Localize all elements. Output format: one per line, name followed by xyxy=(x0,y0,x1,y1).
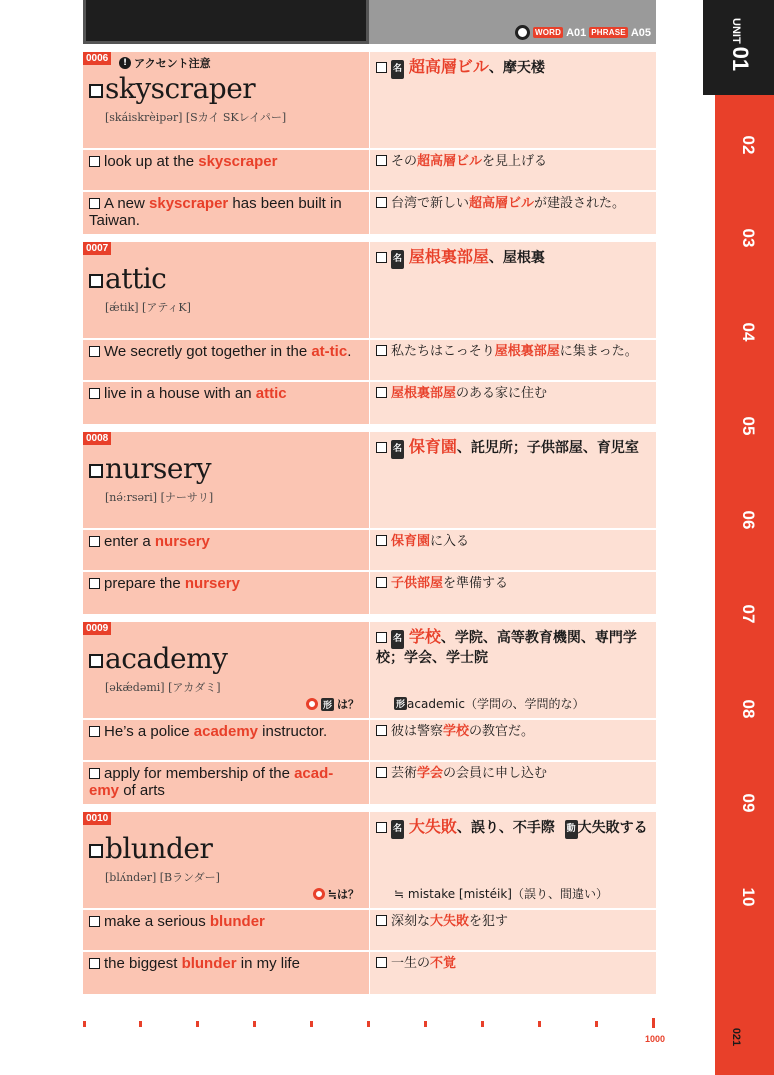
example-ja: 芸術学会の会員に申し込む xyxy=(376,765,648,782)
ruler-label: 1000 xyxy=(645,1034,666,1044)
unit-divider xyxy=(715,660,727,661)
unit-tab-05[interactable]: 05 xyxy=(739,416,758,436)
entry-number: 0008 xyxy=(83,432,111,445)
example-ja: 彼は警察学校の教官だ。 xyxy=(376,723,648,740)
checkbox[interactable] xyxy=(89,464,103,478)
example-en: look up at the skyscraper xyxy=(89,153,361,170)
unit-tab-06[interactable]: 06 xyxy=(739,510,758,530)
checkbox[interactable] xyxy=(89,388,100,399)
checkbox[interactable] xyxy=(376,197,387,208)
quiz-icon xyxy=(313,888,325,900)
example-en: He’s a police academy instructor. xyxy=(89,723,361,740)
checkbox[interactable] xyxy=(376,535,387,546)
example-en: prepare the nursery xyxy=(89,575,361,592)
checkbox[interactable] xyxy=(89,726,100,737)
pos-badge: 名 xyxy=(391,820,404,839)
word-entries xyxy=(83,52,656,1002)
top-bar-right xyxy=(369,0,656,44)
entry-head xyxy=(83,622,656,720)
unit-tab-08[interactable]: 08 xyxy=(739,699,758,719)
ruler-tick xyxy=(196,1021,199,1027)
pos-badge: 名 xyxy=(391,250,404,269)
checkbox[interactable] xyxy=(376,442,387,453)
checkbox[interactable] xyxy=(376,155,387,166)
checkbox[interactable] xyxy=(89,84,103,98)
checkbox[interactable] xyxy=(89,654,103,668)
ruler-tick xyxy=(538,1021,541,1027)
checkbox[interactable] xyxy=(376,252,387,263)
unit-strip xyxy=(715,95,774,1075)
checkbox[interactable] xyxy=(376,822,387,833)
example-ja: 一生の不覚 xyxy=(376,955,648,972)
example-ja: その超高層ビルを見上げる xyxy=(376,153,648,170)
pos-badge: 名 xyxy=(391,630,404,649)
ruler-tick xyxy=(367,1021,370,1027)
checkbox[interactable] xyxy=(376,957,387,968)
meaning-cell xyxy=(369,432,656,528)
example-row xyxy=(83,762,656,804)
meaning: 名 屋根裏部屋、屋根裏 xyxy=(376,247,648,269)
unit-tab-02[interactable]: 02 xyxy=(739,135,758,155)
headword-cell xyxy=(83,52,369,148)
headword: attic xyxy=(89,262,166,295)
pos-badge: 名 xyxy=(391,440,404,459)
word-entry xyxy=(83,432,656,614)
checkbox[interactable] xyxy=(89,346,100,357)
checkbox[interactable] xyxy=(89,958,100,969)
unit-tab-07[interactable]: 07 xyxy=(739,604,758,624)
checkbox[interactable] xyxy=(89,916,100,927)
checkbox[interactable] xyxy=(89,844,103,858)
checkbox[interactable] xyxy=(89,156,100,167)
checkbox[interactable] xyxy=(376,915,387,926)
meaning: 名 超高層ビル、摩天楼 xyxy=(376,57,648,79)
checkbox[interactable] xyxy=(376,767,387,778)
quiz-answer: ≒ mistake [mistéik]（誤り、間違い） xyxy=(394,887,608,901)
unit-divider xyxy=(715,755,727,756)
headword: blunder xyxy=(89,832,212,865)
example-row xyxy=(83,192,656,234)
quiz-answer: 形 academic（学問の、学問的な） xyxy=(396,697,585,711)
unit-tab-current[interactable] xyxy=(703,0,774,95)
unit-divider xyxy=(715,471,727,472)
ruler-tick xyxy=(481,1021,484,1027)
word-entry xyxy=(83,242,656,424)
ruler-tick xyxy=(310,1021,313,1027)
unit-divider xyxy=(715,850,727,851)
ruler-tick xyxy=(424,1021,427,1027)
example-ja: 私たちはこっそり屋根裏部屋に集まった。 xyxy=(376,343,648,360)
pronunciation: [skáiskrèipər] [Sカイ SKレイパー] xyxy=(105,111,287,124)
top-bar xyxy=(83,0,656,44)
headword: skyscraper xyxy=(89,72,255,105)
word-tag: WORD xyxy=(534,28,562,37)
headword: academy xyxy=(89,642,227,675)
headword: nursery xyxy=(89,452,211,485)
example-row xyxy=(83,572,656,614)
accent-note: ! アクセント注意 xyxy=(119,55,211,71)
pronunciation: [blʌ́ndər] [Bランダー] xyxy=(105,871,220,884)
audio-tracks xyxy=(515,25,651,40)
top-bar-left xyxy=(83,0,369,44)
example-en: live in a house with an attic xyxy=(89,385,361,402)
checkbox[interactable] xyxy=(376,725,387,736)
pronunciation: [nə́ːrsəri] [ナーサリ] xyxy=(105,491,214,504)
entry-number: 0009 xyxy=(83,622,111,635)
example-row xyxy=(83,382,656,424)
example-row xyxy=(83,340,656,382)
word-track: A01 xyxy=(566,26,587,39)
exclamation-icon: ! xyxy=(119,57,131,69)
example-en: the biggest blunder in my life xyxy=(89,955,361,972)
pronunciation: [əkǽdəmi] [アカダミ] xyxy=(105,681,221,694)
example-ja: 深刻な大失敗を犯す xyxy=(376,913,648,930)
unit-tab-04[interactable]: 04 xyxy=(739,322,758,342)
meaning: 名 学校、学院、高等教育機関、専門学校；学会、学士院 xyxy=(376,627,637,666)
headword-cell xyxy=(83,242,369,338)
checkbox[interactable] xyxy=(376,62,387,73)
example-en: A new skyscraper has been built in Taiwan. xyxy=(89,195,342,229)
example-ja: 台湾で新しい超高層ビルが建設された。 xyxy=(376,195,648,212)
checkbox[interactable] xyxy=(89,274,103,288)
unit-divider xyxy=(715,565,727,566)
checkbox[interactable] xyxy=(376,387,387,398)
word-entry xyxy=(83,812,656,994)
pos-badge: 動 xyxy=(565,820,578,839)
meaning-cell xyxy=(369,52,656,148)
entry-number: 0006 xyxy=(83,52,111,65)
unit-tab-09[interactable]: 09 xyxy=(739,793,758,813)
checkbox[interactable] xyxy=(89,198,100,209)
checkbox[interactable] xyxy=(89,578,100,589)
meaning-cell xyxy=(369,622,656,718)
example-en: We secretly got together in the at-tic. xyxy=(89,343,361,360)
unit-divider xyxy=(715,377,727,378)
word-entry xyxy=(83,52,656,234)
example-row xyxy=(83,952,656,994)
unit-divider xyxy=(715,189,727,190)
pronunciation: [ǽtik] [アティK] xyxy=(105,301,191,314)
unit-sidebar xyxy=(703,0,774,1075)
entry-number: 0007 xyxy=(83,242,111,255)
ruler-tick xyxy=(595,1021,598,1027)
example-en: enter a nursery xyxy=(89,533,361,550)
meaning-cell xyxy=(369,812,656,908)
word-entry xyxy=(83,622,656,804)
example-row xyxy=(83,720,656,762)
example-ja: 屋根裏部屋のある家に住む xyxy=(376,385,648,402)
unit-tab-10[interactable]: 10 xyxy=(739,887,758,907)
example-en: make a serious blunder xyxy=(89,913,361,930)
pos-badge: 形 xyxy=(394,697,407,710)
unit-divider xyxy=(715,283,727,284)
unit-label: UNIT xyxy=(730,18,742,44)
audio-disc-icon[interactable] xyxy=(515,25,530,40)
example-ja: 子供部屋を準備する xyxy=(376,575,648,592)
pos-badge: 形 xyxy=(321,698,334,711)
quiz-icon xyxy=(306,698,318,710)
ruler-tick xyxy=(83,1021,86,1027)
entry-head xyxy=(83,52,656,150)
meaning: 名 大失敗、誤り、不手際 動 大失敗する xyxy=(376,817,648,839)
example-en: apply for membership of the acad-emy of arts xyxy=(89,765,334,799)
checkbox[interactable] xyxy=(376,632,387,643)
page-number: 021 xyxy=(730,1027,742,1047)
ruler-tick xyxy=(253,1021,256,1027)
example-ja: 保育園に入る xyxy=(376,533,648,550)
entry-head xyxy=(83,242,656,340)
checkbox[interactable] xyxy=(89,536,100,547)
entry-head xyxy=(83,432,656,530)
ruler-tick-end xyxy=(652,1018,655,1028)
ruler-tick xyxy=(139,1021,142,1027)
headword-cell xyxy=(83,812,369,908)
quiz-prompt: ≒は？ xyxy=(313,886,359,902)
headword-cell xyxy=(83,622,369,718)
unit-tab-03[interactable]: 03 xyxy=(739,228,758,248)
example-row xyxy=(83,150,656,192)
entry-number: 0010 xyxy=(83,812,111,825)
entry-head xyxy=(83,812,656,910)
progress-ruler xyxy=(83,1018,656,1030)
example-row xyxy=(83,910,656,952)
checkbox[interactable] xyxy=(89,768,100,779)
phrase-track: A05 xyxy=(630,26,651,39)
checkbox[interactable] xyxy=(376,577,387,588)
example-row xyxy=(83,530,656,572)
meaning: 名 保育園、託児所；子供部屋、育児室 xyxy=(376,437,648,459)
pos-badge: 名 xyxy=(391,60,404,79)
unit-current: 01 xyxy=(728,46,753,72)
checkbox[interactable] xyxy=(376,345,387,356)
quiz-prompt: 形 は？ xyxy=(306,696,359,712)
unit-divider xyxy=(715,945,727,946)
phrase-tag: PHRASE xyxy=(591,28,626,37)
meaning-cell xyxy=(369,242,656,338)
headword-cell xyxy=(83,432,369,528)
